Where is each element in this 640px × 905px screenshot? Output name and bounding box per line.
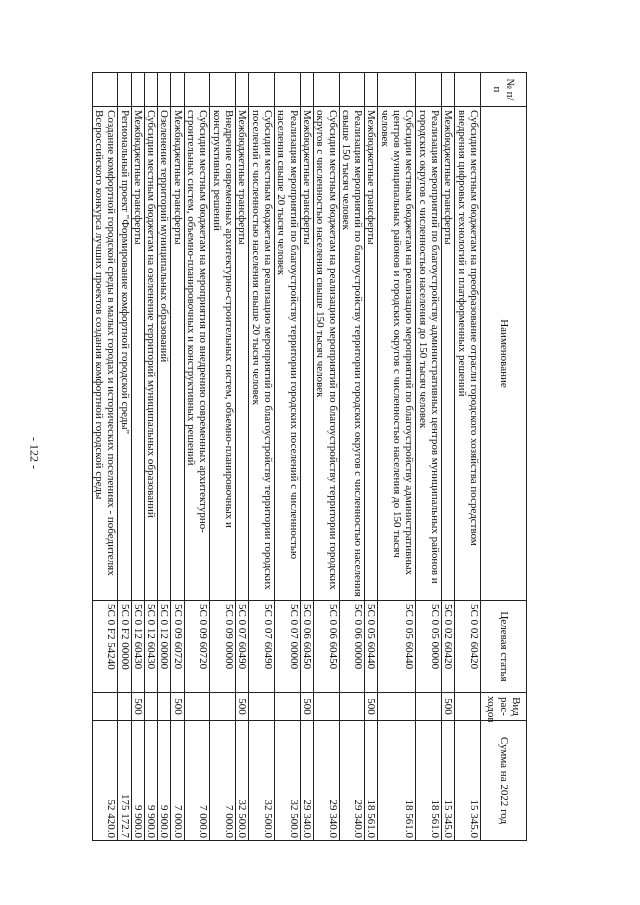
row-number xyxy=(416,73,442,107)
row-number xyxy=(378,73,416,107)
header-name: Наименование xyxy=(481,107,527,601)
row-expense-type xyxy=(455,693,481,721)
row-name: Субсидии местным бюджетам на преобразование отрасли городского хозяйства посредством внедрения цифровых технологий и платформенных решений xyxy=(455,107,481,601)
row-expense-type: 500 xyxy=(365,693,378,721)
table-row xyxy=(144,73,157,841)
row-expense-type: 500 xyxy=(171,693,184,721)
row-expense-type xyxy=(158,693,171,721)
row-sum: 7 000.0 xyxy=(210,721,236,841)
row-name: Межбюджетные трансферты xyxy=(442,107,455,601)
row-name: Межбюджетные трансферты xyxy=(171,107,184,601)
table-row xyxy=(171,73,184,841)
row-expense-type xyxy=(416,693,442,721)
row-target-article: 5С 0 06 60450 xyxy=(313,601,339,693)
row-number xyxy=(118,73,131,107)
table-row xyxy=(442,73,455,841)
row-target-article: 5С 0 09 60720 xyxy=(184,601,210,693)
row-target-article: 5С 0 12 60430 xyxy=(131,601,144,693)
row-name: Реализация мероприятий по благоустройству административных центров муниципальных районов и городских округов с численностью населения до 150 тысяч человек xyxy=(416,107,442,601)
row-expense-type xyxy=(118,693,131,721)
header-number: № п/п xyxy=(481,73,527,107)
row-expense-type: 500 xyxy=(442,693,455,721)
table-row xyxy=(378,73,416,841)
row-number xyxy=(313,73,339,107)
header-target-article: Целевая статья xyxy=(481,601,527,693)
row-name: Региональный проект "Формирование комфортной городской среды" xyxy=(118,107,131,601)
row-sum: 7 000.0 xyxy=(171,721,184,841)
row-name: Субсидии местным бюджетам на реализацию мероприятий по благоустройству территории городских поселений с численностью населения свыше 20 тысяч человек xyxy=(249,107,275,601)
table-row xyxy=(313,73,339,841)
row-sum: 29 340.0 xyxy=(313,721,339,841)
row-target-article: 5С 0 07 60490 xyxy=(249,601,275,693)
row-number xyxy=(171,73,184,107)
row-number xyxy=(92,73,118,107)
row-target-article: 5С 0 F2 54240 xyxy=(92,601,118,693)
row-number xyxy=(210,73,236,107)
row-name: Субсидии местным бюджетам на мероприятия по внедрению современных архитектурно-строительных систем, объемно-планировочных и конструктивных решений xyxy=(184,107,210,601)
row-expense-type xyxy=(249,693,275,721)
row-number xyxy=(442,73,455,107)
row-sum: 18 561.0 xyxy=(416,721,442,841)
row-name: Субсидии местным бюджетам на реализацию мероприятий по благоустройству административных центров муниципальных районов и городских округов с численностью населения до 150 тысяч человек xyxy=(378,107,416,601)
row-number xyxy=(365,73,378,107)
row-sum: 9 900.0 xyxy=(131,721,144,841)
table-row xyxy=(236,73,249,841)
row-sum: 18 561.0 xyxy=(378,721,416,841)
table-row xyxy=(184,73,210,841)
header-expense-type: Вид рас-ходов xyxy=(481,693,527,721)
table-row xyxy=(275,73,301,841)
row-target-article: 5С 0 07 00000 xyxy=(275,601,301,693)
row-sum: 15 345.0 xyxy=(455,721,481,841)
row-name: Реализация мероприятий по благоустройству территории городских округов с численностью населения свыше 150 тысяч человек xyxy=(339,107,365,601)
row-name: Межбюджетные трансферты xyxy=(236,107,249,601)
row-target-article: 5С 0 05 60440 xyxy=(365,601,378,693)
row-sum: 9 900.0 xyxy=(158,721,171,841)
row-sum: 15 345.0 xyxy=(442,721,455,841)
row-sum: 29 340.0 xyxy=(339,721,365,841)
row-number xyxy=(300,73,313,107)
table-row xyxy=(131,73,144,841)
table-row xyxy=(249,73,275,841)
row-expense-type xyxy=(210,693,236,721)
table-body xyxy=(92,73,480,841)
table-row xyxy=(365,73,378,841)
row-target-article: 5С 0 12 00000 xyxy=(158,601,171,693)
row-target-article: 5С 0 09 00000 xyxy=(210,601,236,693)
table-row xyxy=(158,73,171,841)
table-row xyxy=(455,73,481,841)
row-name: Реализация мероприятий по благоустройству территории городских поселений с численностью населения свыше 20 тысяч человек xyxy=(275,107,301,601)
row-expense-type xyxy=(378,693,416,721)
budget-table xyxy=(92,72,527,841)
row-name: Создание комфортной городской среды в малых городах и исторических поселениях - победителях Всероссийского конкурса лучших проектов создания комфортной городской среды xyxy=(92,107,118,601)
row-sum: 7 000.0 xyxy=(184,721,210,841)
table-row xyxy=(339,73,365,841)
row-expense-type xyxy=(339,693,365,721)
row-sum: 18 561.0 xyxy=(365,721,378,841)
row-number xyxy=(236,73,249,107)
row-name: Межбюджетные трансферты xyxy=(365,107,378,601)
row-target-article: 5С 0 06 60450 xyxy=(300,601,313,693)
row-sum: 32 500.0 xyxy=(236,721,249,841)
row-name: Межбюджетные трансферты xyxy=(300,107,313,601)
row-target-article: 5С 0 02 60420 xyxy=(455,601,481,693)
row-number xyxy=(275,73,301,107)
row-target-article: 5С 0 F2 00000 xyxy=(118,601,131,693)
table-row xyxy=(210,73,236,841)
row-number xyxy=(184,73,210,107)
row-name: Озеленение территорий муниципальных образований xyxy=(158,107,171,601)
row-sum: 175 172.7 xyxy=(118,721,131,841)
row-name: Внедрение современных архитектурно-строительных систем, объемно-планировочных и конструктивных решений xyxy=(210,107,236,601)
row-number xyxy=(144,73,157,107)
row-sum: 29 340.0 xyxy=(300,721,313,841)
row-number xyxy=(158,73,171,107)
row-expense-type xyxy=(313,693,339,721)
row-expense-type: 500 xyxy=(131,693,144,721)
table-row xyxy=(416,73,442,841)
table-row xyxy=(118,73,131,841)
row-target-article: 5С 0 06 00000 xyxy=(339,601,365,693)
row-sum: 9 900.0 xyxy=(144,721,157,841)
row-expense-type xyxy=(275,693,301,721)
row-expense-type xyxy=(184,693,210,721)
row-sum: 32 500.0 xyxy=(275,721,301,841)
table-row xyxy=(300,73,313,841)
row-expense-type xyxy=(92,693,118,721)
row-expense-type: 500 xyxy=(300,693,313,721)
row-target-article: 5С 0 07 60490 xyxy=(236,601,249,693)
row-name: Субсидии местным бюджетам на реализацию мероприятий по благоустройству территории городских округов с численностью населения свыше 150 тысяч человек xyxy=(313,107,339,601)
row-target-article: 5С 0 05 60440 xyxy=(378,601,416,693)
row-target-article: 5С 0 05 00000 xyxy=(416,601,442,693)
row-number xyxy=(131,73,144,107)
row-name: Межбюджетные трансферты xyxy=(131,107,144,601)
page-number: - 122 - xyxy=(27,437,42,469)
row-target-article: 5С 0 02 60420 xyxy=(442,601,455,693)
budget-table-sheet xyxy=(92,72,527,840)
header-sum-2022: Сумма на 2022 год xyxy=(481,721,527,841)
row-expense-type xyxy=(144,693,157,721)
row-target-article: 5С 0 09 60720 xyxy=(171,601,184,693)
row-expense-type: 500 xyxy=(236,693,249,721)
table-header-row xyxy=(481,73,527,841)
row-number xyxy=(339,73,365,107)
table-row xyxy=(92,73,118,841)
row-name: Субсидии местным бюджетам на озеленение территорий муниципальных образований xyxy=(144,107,157,601)
row-number xyxy=(455,73,481,107)
row-sum: 52 420.0 xyxy=(92,721,118,841)
row-target-article: 5С 0 12 60430 xyxy=(144,601,157,693)
row-sum: 32 500.0 xyxy=(249,721,275,841)
row-number xyxy=(249,73,275,107)
